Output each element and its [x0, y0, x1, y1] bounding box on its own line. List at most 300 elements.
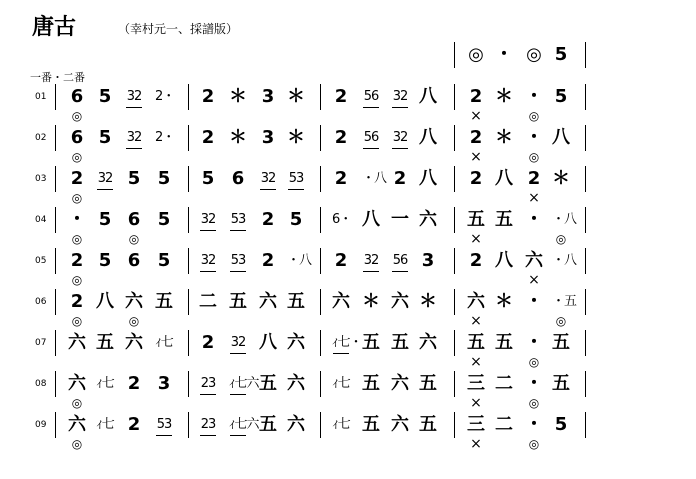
note-text: 2: [469, 86, 483, 107]
note-cell: [495, 414, 513, 436]
note-cell: [155, 373, 173, 395]
double-circle-mark: ◎: [71, 437, 83, 451]
note-cell: [155, 414, 173, 436]
note-text: ・五: [552, 294, 577, 309]
note-text: 6: [70, 127, 84, 148]
note-cell: [419, 332, 437, 354]
cross-mark: ×: [470, 395, 482, 411]
note-text: ＊: [362, 291, 380, 312]
note-cell: [68, 250, 86, 272]
note-text: ＊: [287, 127, 305, 148]
note-cell: [419, 86, 437, 108]
barline: [320, 248, 321, 274]
note-text: 2: [127, 414, 141, 435]
double-circle-mark: ◎: [528, 109, 540, 123]
note-cell: [419, 250, 437, 272]
barline: [188, 166, 189, 192]
note-cell: [96, 414, 114, 436]
note-text: 六: [287, 373, 305, 394]
note-cell: [229, 86, 247, 108]
note-text: 5: [289, 209, 303, 230]
line-number: 01: [35, 92, 47, 102]
note-text: 八: [96, 291, 114, 312]
note-cell: [96, 209, 114, 231]
note-cell: [259, 414, 277, 436]
note-text: 2: [334, 86, 348, 107]
note-text: 32: [200, 212, 216, 227]
note-cell: [391, 414, 409, 436]
note-cell: [287, 250, 312, 272]
note-cell: [332, 209, 350, 231]
note-cell: [467, 86, 485, 108]
note-text: 六: [419, 332, 437, 353]
note-cell: [391, 250, 409, 272]
barline: [454, 207, 455, 233]
note-text: ＊: [229, 86, 247, 107]
double-circle-mark: ◎: [528, 150, 540, 164]
note-text: ｨ七: [332, 376, 350, 391]
note-text: 五: [362, 373, 380, 394]
cross-mark: ×: [528, 190, 540, 206]
line-number: 04: [35, 215, 47, 225]
note-cell: [552, 250, 577, 272]
barline: [585, 166, 586, 192]
note-text: 32: [97, 171, 113, 186]
note-cell: [155, 209, 173, 231]
note-cell: [467, 250, 485, 272]
note-text: 5: [98, 86, 112, 107]
note-cell: [125, 291, 143, 313]
note-cell: [362, 86, 380, 108]
note-cell: [391, 332, 409, 354]
note-text: 2: [201, 127, 215, 148]
note-text: 五: [259, 414, 277, 435]
note-text: ＊: [495, 291, 513, 312]
note-text: 3: [157, 373, 171, 394]
note-cell: [199, 250, 217, 272]
note-text: 5: [127, 168, 141, 189]
note-text: 2: [469, 127, 483, 148]
note-text: 2: [201, 86, 215, 107]
note-text: 3: [261, 127, 275, 148]
note-cell: [287, 291, 305, 313]
note-cell: [68, 127, 86, 149]
beat-underline: [363, 107, 379, 108]
note-cell: [362, 127, 380, 149]
note-cell: [199, 332, 217, 354]
note-text: 23: [200, 417, 216, 432]
note-cell: [125, 332, 143, 354]
note-text: 53: [156, 417, 172, 432]
cross-mark: ×: [470, 436, 482, 452]
note-cell: [68, 209, 86, 231]
note-cell: [552, 332, 570, 354]
note-text: 五: [229, 291, 247, 312]
note-text: ・八: [287, 253, 312, 268]
note-cell: [467, 373, 485, 395]
note-cell: [155, 291, 173, 313]
note-cell: [525, 250, 543, 272]
note-cell: [96, 373, 114, 395]
barline: [55, 330, 56, 356]
note-cell: [199, 86, 217, 108]
note-text: 六: [125, 332, 143, 353]
note-cell: [68, 373, 86, 395]
note-text: 五: [155, 291, 173, 312]
note-cell: [259, 209, 277, 231]
note-text: 5: [98, 209, 112, 230]
note-text: 5: [201, 168, 215, 189]
barline: [585, 330, 586, 356]
note-text: 6: [231, 168, 245, 189]
note-text: 五: [287, 291, 305, 312]
beat-underline: [230, 230, 246, 231]
barline: [320, 166, 321, 192]
note-cell: [229, 168, 247, 190]
note-cell: [125, 373, 143, 395]
barline: [454, 371, 455, 397]
note-cell: [495, 127, 513, 149]
note-cell: [495, 250, 513, 272]
barline: [55, 371, 56, 397]
note-text: 六: [525, 250, 543, 271]
barline: [585, 289, 586, 315]
note-text: ・: [525, 373, 543, 394]
note-text: 6: [127, 250, 141, 271]
double-circle-mark: ◎: [71, 314, 83, 328]
note-cell: [68, 86, 86, 108]
note-cell: [362, 373, 380, 395]
note-text: ｨ七六: [229, 376, 259, 391]
note-cell: [419, 127, 437, 149]
note-cell: [467, 127, 485, 149]
transcription-note: （幸村元一、採譜版）: [118, 22, 239, 36]
note-text: 六: [391, 414, 409, 435]
line-number: 07: [35, 338, 47, 348]
note-cell: [332, 250, 350, 272]
note-text: 六: [287, 332, 305, 353]
note-cell: [199, 209, 217, 231]
note-text: ・: [525, 209, 543, 230]
note-cell: [495, 373, 513, 395]
barline: [188, 371, 189, 397]
double-circle-mark: ◎: [128, 314, 140, 328]
barline: [188, 207, 189, 233]
note-text: 2・: [155, 89, 175, 104]
note-cell: [259, 250, 277, 272]
note-text: 五: [259, 373, 277, 394]
note-cell: [362, 209, 380, 231]
note-cell: [96, 86, 114, 108]
barline: [454, 84, 455, 110]
note-text: ｨ七六: [229, 417, 259, 432]
barline: [55, 166, 56, 192]
barline: [55, 289, 56, 315]
note-cell: [68, 332, 86, 354]
note-text: 五: [552, 373, 570, 394]
barline: [188, 412, 189, 438]
note-cell: [229, 250, 247, 272]
note-text: 6・: [332, 212, 352, 227]
note-cell: [332, 127, 350, 149]
piece-title: 唐古: [32, 15, 77, 40]
note-cell: [495, 86, 513, 108]
cross-mark: ×: [470, 108, 482, 124]
note-cell: [199, 127, 217, 149]
note-text: 三: [467, 414, 485, 435]
barline: [320, 330, 321, 356]
cross-mark: ×: [470, 313, 482, 329]
note-text: 5: [554, 44, 568, 65]
barline: [320, 289, 321, 315]
note-cell: [391, 127, 409, 149]
note-cell: [525, 86, 543, 108]
note-cell: [495, 291, 513, 313]
note-text: 六: [287, 414, 305, 435]
line-number: 02: [35, 133, 47, 143]
double-circle-mark: ◎: [528, 396, 540, 410]
note-text: 56: [363, 89, 379, 104]
note-cell: [525, 373, 543, 395]
double-circle-mark: ◎: [128, 232, 140, 246]
note-cell: [229, 127, 247, 149]
note-text: 八: [495, 168, 513, 189]
barline: [585, 42, 586, 68]
note-text: 五: [362, 332, 380, 353]
note-text: 32: [363, 253, 379, 268]
note-text: 六: [419, 209, 437, 230]
note-cell: [96, 168, 114, 190]
note-text: 五: [495, 209, 513, 230]
note-cell: [495, 168, 513, 190]
note-text: ＊: [495, 127, 513, 148]
beat-underline: [200, 230, 216, 231]
note-cell: [259, 332, 277, 354]
beat-underline: [200, 435, 216, 436]
double-circle-mark: ◎: [71, 273, 83, 287]
note-cell: [467, 44, 485, 66]
note-cell: [525, 291, 543, 313]
note-cell: [419, 373, 437, 395]
note-text: ｨ七: [155, 335, 173, 350]
note-cell: [467, 291, 485, 313]
double-circle-mark: ◎: [71, 396, 83, 410]
barline: [320, 125, 321, 151]
note-text: 2: [334, 127, 348, 148]
note-text: 八: [419, 127, 437, 148]
note-cell: [525, 414, 543, 436]
note-text: 五: [391, 332, 409, 353]
note-text: 二: [495, 373, 513, 394]
note-text: 5: [98, 250, 112, 271]
note-text: 五: [467, 209, 485, 230]
note-cell: [259, 127, 277, 149]
note-text: 32: [200, 253, 216, 268]
note-cell: [68, 414, 86, 436]
barline: [585, 371, 586, 397]
note-cell: [287, 332, 305, 354]
note-cell: [552, 209, 577, 231]
barline: [55, 125, 56, 151]
beat-underline: [200, 271, 216, 272]
barline: [585, 125, 586, 151]
note-cell: [467, 168, 485, 190]
note-cell: [332, 414, 350, 436]
barline: [454, 412, 455, 438]
note-cell: [68, 168, 86, 190]
barline: [585, 84, 586, 110]
barline: [454, 42, 455, 68]
note-cell: [125, 86, 143, 108]
note-cell: [525, 332, 543, 354]
note-text: 32: [126, 130, 142, 145]
note-cell: [155, 168, 173, 190]
beat-underline: [230, 353, 246, 354]
note-text: 6: [70, 86, 84, 107]
note-cell: [552, 127, 570, 149]
note-cell: [495, 332, 513, 354]
note-text: 2: [393, 168, 407, 189]
note-text: 2: [70, 250, 84, 271]
barline: [320, 371, 321, 397]
note-text: ◎: [526, 44, 542, 65]
line-number: 05: [35, 256, 47, 266]
double-circle-mark: ◎: [528, 355, 540, 369]
note-cell: [391, 209, 409, 231]
note-text: ・八: [552, 253, 577, 268]
barline: [320, 84, 321, 110]
note-text: ◎: [468, 44, 484, 65]
note-text: 六: [467, 291, 485, 312]
note-text: 2: [127, 373, 141, 394]
barline: [55, 248, 56, 274]
note-cell: [155, 332, 173, 354]
note-text: ・: [525, 414, 543, 435]
note-text: 八: [259, 332, 277, 353]
note-cell: [332, 86, 350, 108]
double-circle-mark: ◎: [528, 437, 540, 451]
note-cell: [552, 373, 570, 395]
note-text: 六: [391, 291, 409, 312]
barline: [585, 248, 586, 274]
beat-underline: [333, 353, 349, 354]
note-cell: [229, 291, 247, 313]
note-text: 五: [96, 332, 114, 353]
double-circle-mark: ◎: [71, 232, 83, 246]
note-cell: [362, 332, 380, 354]
note-text: ・: [525, 332, 543, 353]
note-cell: [391, 168, 409, 190]
note-text: ＊: [229, 127, 247, 148]
cross-mark: ×: [528, 272, 540, 288]
barline: [454, 289, 455, 315]
note-text: ｨ七・: [332, 335, 362, 350]
note-cell: [552, 291, 577, 313]
section-label: 一番・二番: [30, 71, 85, 84]
note-cell: [552, 414, 570, 436]
note-text: 2: [70, 291, 84, 312]
note-text: 32: [392, 130, 408, 145]
note-text: 2: [261, 209, 275, 230]
note-cell: [552, 86, 570, 108]
barline: [188, 289, 189, 315]
note-cell: [525, 127, 543, 149]
barline: [585, 207, 586, 233]
line-number: 08: [35, 379, 47, 389]
note-cell: [287, 127, 305, 149]
note-text: ・: [495, 44, 513, 65]
note-text: 32: [260, 171, 276, 186]
barline: [585, 412, 586, 438]
beat-underline: [363, 271, 379, 272]
double-circle-mark: ◎: [555, 314, 567, 328]
note-cell: [259, 86, 277, 108]
double-circle-mark: ◎: [555, 232, 567, 246]
beat-underline: [230, 435, 246, 436]
note-text: ＊: [495, 86, 513, 107]
note-cell: [332, 168, 350, 190]
note-cell: [362, 414, 380, 436]
note-cell: [287, 373, 305, 395]
note-cell: [287, 209, 305, 231]
note-cell: [419, 414, 437, 436]
note-cell: [362, 168, 387, 190]
note-text: ＊: [552, 168, 570, 189]
note-cell: [96, 127, 114, 149]
barline: [188, 84, 189, 110]
beat-underline: [230, 394, 246, 395]
note-cell: [155, 250, 173, 272]
note-cell: [362, 291, 380, 313]
beat-underline: [260, 189, 276, 190]
note-cell: [125, 168, 143, 190]
note-text: 八: [419, 86, 437, 107]
barline: [320, 207, 321, 233]
note-cell: [229, 209, 247, 231]
beat-underline: [288, 189, 304, 190]
cross-mark: ×: [470, 354, 482, 370]
note-text: 2: [261, 250, 275, 271]
note-cell: [287, 414, 305, 436]
double-circle-mark: ◎: [71, 109, 83, 123]
note-text: ・: [525, 86, 543, 107]
note-text: ｨ七: [96, 376, 114, 391]
note-text: 5: [157, 168, 171, 189]
note-text: 五: [419, 414, 437, 435]
note-cell: [525, 44, 543, 66]
barline: [454, 125, 455, 151]
double-circle-mark: ◎: [71, 150, 83, 164]
note-text: 5: [554, 86, 568, 107]
note-text: 一: [391, 209, 409, 230]
note-text: ｨ七: [96, 417, 114, 432]
note-text: 2: [70, 168, 84, 189]
note-cell: [199, 414, 217, 436]
note-cell: [362, 250, 380, 272]
note-cell: [229, 414, 259, 436]
beat-underline: [97, 189, 113, 190]
beat-underline: [156, 435, 172, 436]
beat-underline: [126, 148, 142, 149]
note-text: 八: [362, 209, 380, 230]
note-text: 五: [495, 332, 513, 353]
note-cell: [332, 291, 350, 313]
note-text: ・八: [552, 212, 577, 227]
note-cell: [391, 291, 409, 313]
note-text: 六: [259, 291, 277, 312]
note-text: 5: [157, 250, 171, 271]
note-cell: [155, 86, 173, 108]
